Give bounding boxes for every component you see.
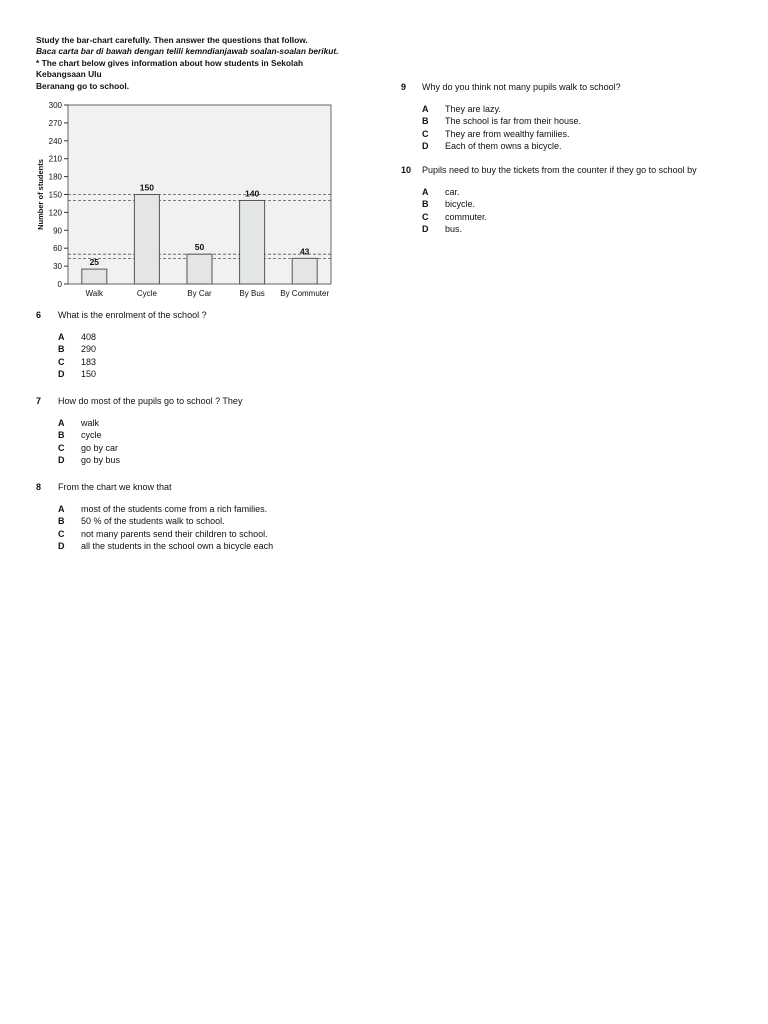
bar xyxy=(292,258,317,284)
y-tick-label: 0 xyxy=(57,280,62,289)
option-d[interactable] xyxy=(401,224,741,236)
option-a[interactable] xyxy=(36,418,336,430)
question-text: From the chart we know that xyxy=(58,482,172,492)
option-text: 183 xyxy=(81,356,97,367)
x-tick-label: Cycle xyxy=(136,289,157,298)
y-tick-label: 300 xyxy=(48,101,62,110)
option-d[interactable] xyxy=(401,141,741,153)
y-tick-label: 240 xyxy=(48,136,62,146)
bar-chart-svg xyxy=(34,98,336,302)
y-tick-label: 60 xyxy=(53,244,62,254)
question-6 xyxy=(36,310,336,381)
data-label: 25 xyxy=(89,257,100,268)
question-7 xyxy=(36,396,336,467)
option-text: bus. xyxy=(445,223,463,234)
question-number: 6 xyxy=(36,310,42,320)
option-c[interactable] xyxy=(36,357,336,369)
option-letter: C xyxy=(58,356,65,367)
option-letter: D xyxy=(58,454,65,465)
option-b[interactable] xyxy=(36,344,336,356)
data-label: 140 xyxy=(245,188,260,199)
bar xyxy=(134,195,159,285)
question-number: 9 xyxy=(401,82,407,92)
data-label: 150 xyxy=(139,182,154,193)
option-letter: A xyxy=(58,332,65,342)
instruction-english: Study the bar-chart carefully. Then answer the questions that follow. xyxy=(36,35,308,45)
bar xyxy=(82,269,107,284)
chart-description-line2: Kebangsaan Ulu xyxy=(36,69,102,80)
y-tick-label: 270 xyxy=(48,118,62,128)
option-letter: A xyxy=(58,504,65,514)
question-text: Why do you think not many pupils walk to school? xyxy=(422,82,621,92)
option-text: 290 xyxy=(81,344,97,355)
option-letter: A xyxy=(422,104,429,114)
option-text: bicycle. xyxy=(445,199,476,210)
option-b[interactable] xyxy=(36,430,336,442)
option-text: 150 xyxy=(81,368,97,379)
x-tick-label: By Bus xyxy=(239,289,265,298)
option-c[interactable] xyxy=(401,212,741,224)
option-c[interactable] xyxy=(36,529,356,541)
option-text: most of the students come from a rich families. xyxy=(81,504,268,514)
option-letter: C xyxy=(422,128,429,139)
option-text: 50 % of the students walk to school. xyxy=(81,516,225,527)
question-text: Pupils need to buy the tickets from the counter if they go to school by xyxy=(422,165,697,175)
option-letter: A xyxy=(58,418,65,428)
x-tick-label: Walk xyxy=(85,289,104,298)
y-tick-label: 180 xyxy=(48,172,62,182)
question-number: 8 xyxy=(36,482,42,492)
y-tick-label: 90 xyxy=(53,226,62,236)
question-10 xyxy=(401,165,741,236)
option-letter: A xyxy=(422,187,429,197)
data-label: 43 xyxy=(299,246,310,257)
option-letter: B xyxy=(58,516,65,527)
bar xyxy=(187,254,212,284)
question-text: How do most of the pupils go to school ? They xyxy=(58,396,243,406)
option-d[interactable] xyxy=(36,541,356,553)
option-letter: B xyxy=(58,430,65,441)
y-axis-label: Number of students xyxy=(36,159,45,230)
option-c[interactable] xyxy=(36,443,336,455)
option-text: walk xyxy=(81,418,100,428)
option-d[interactable] xyxy=(36,455,336,467)
y-tick-label: 150 xyxy=(48,190,62,200)
option-c[interactable] xyxy=(401,129,741,141)
instruction-malay: Baca carta bar di bawah dengan telili kemndianjawab soalan-soalan berikut. xyxy=(36,46,339,57)
option-letter: D xyxy=(58,540,65,551)
question-number: 10 xyxy=(401,165,412,175)
option-letter: B xyxy=(422,116,429,127)
option-text: car. xyxy=(445,187,460,197)
option-text: Each of them owns a bicycle. xyxy=(445,140,562,151)
option-letter: C xyxy=(422,211,429,222)
option-text: not many parents send their children to school. xyxy=(81,528,268,539)
option-text: go by bus xyxy=(81,454,121,465)
option-b[interactable] xyxy=(36,516,356,528)
option-a[interactable] xyxy=(36,504,356,516)
bar xyxy=(240,200,265,284)
y-tick-label: 120 xyxy=(48,208,62,218)
option-text: all the students in the school own a bicycle each xyxy=(81,540,274,551)
option-text: go by car xyxy=(81,442,119,453)
question-8 xyxy=(36,482,356,553)
y-tick-label: 210 xyxy=(48,154,62,164)
option-b[interactable] xyxy=(401,116,741,128)
option-text: cycle xyxy=(81,430,102,441)
option-a[interactable] xyxy=(401,187,741,199)
option-d[interactable] xyxy=(36,369,336,381)
option-a[interactable] xyxy=(401,104,741,116)
option-text: 408 xyxy=(81,332,97,342)
chart-description-line3: Beranang go to school. xyxy=(36,80,130,91)
option-letter: B xyxy=(58,344,65,355)
bar-chart xyxy=(34,98,336,302)
instructions xyxy=(36,35,376,92)
option-b[interactable] xyxy=(401,199,741,211)
option-letter: B xyxy=(422,199,429,210)
option-letter: D xyxy=(422,140,429,151)
option-letter: C xyxy=(58,528,65,539)
data-label: 50 xyxy=(194,242,205,253)
y-tick-label: 30 xyxy=(53,262,62,272)
chart-description: * The chart below gives information about how students in Sekolah xyxy=(36,57,304,68)
question-9 xyxy=(401,82,741,153)
option-text: They are lazy. xyxy=(445,104,501,114)
option-letter: C xyxy=(58,442,65,453)
question-number: 7 xyxy=(36,396,42,406)
option-text: They are from wealthy families. xyxy=(445,128,570,139)
option-a[interactable] xyxy=(36,332,336,344)
question-text: What is the enrolment of the school ? xyxy=(58,310,207,320)
option-text: The school is far from their house. xyxy=(445,116,582,127)
option-text: commuter. xyxy=(445,211,488,222)
x-tick-label: By Car xyxy=(187,289,212,298)
option-letter: D xyxy=(422,223,429,234)
x-tick-label: By Commuter xyxy=(280,289,330,298)
option-letter: D xyxy=(58,368,65,379)
